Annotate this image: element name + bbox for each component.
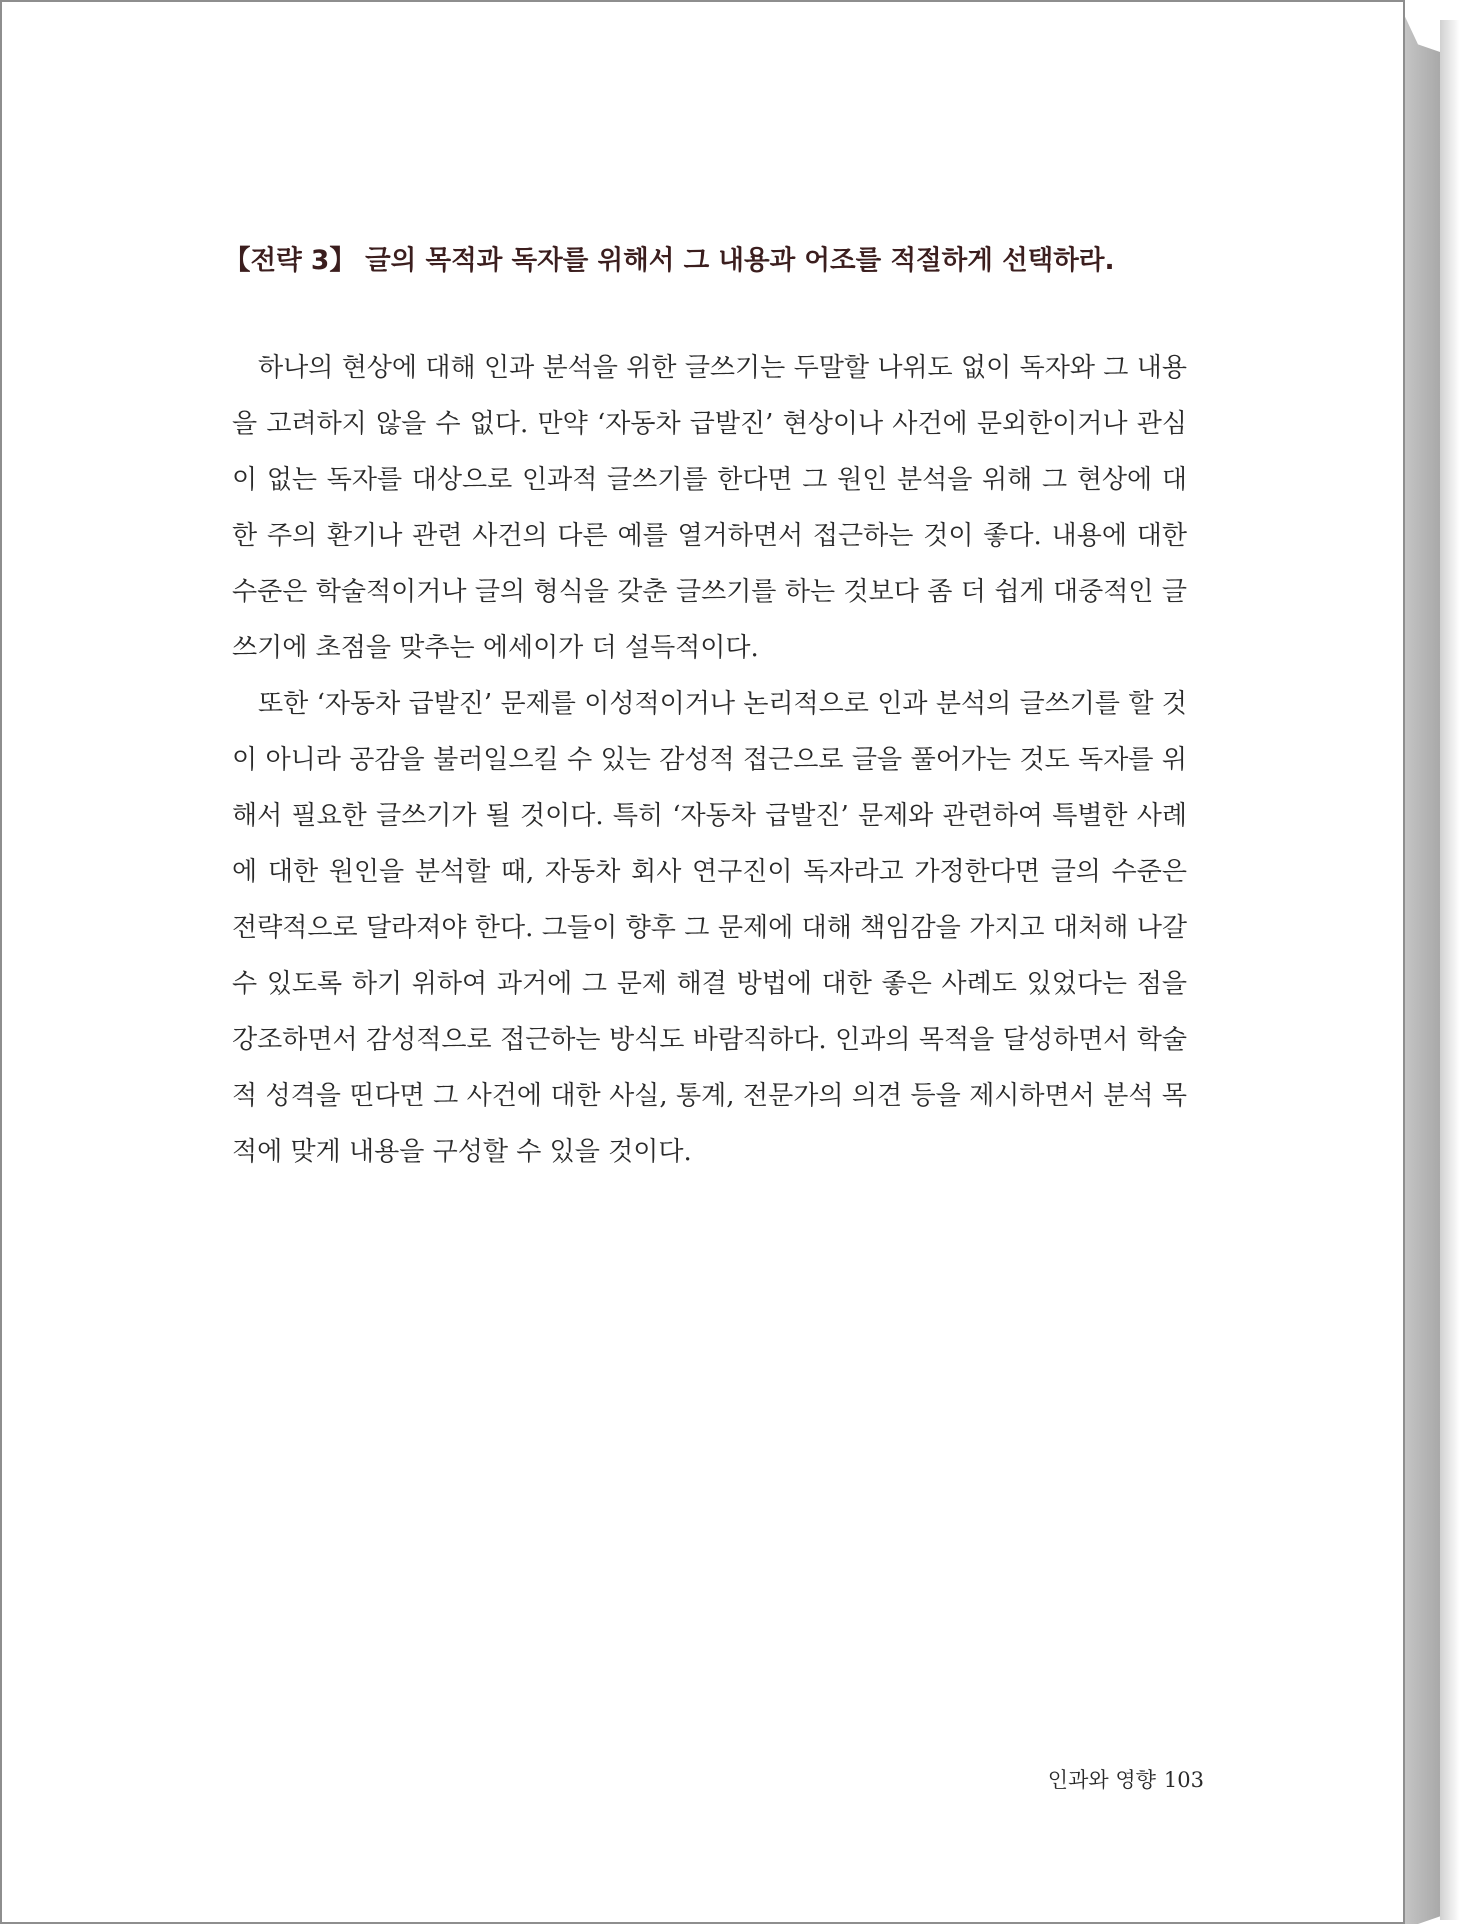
book-page-edges bbox=[1400, 6, 1440, 1924]
body-text bbox=[232, 340, 1187, 1180]
page-number: 103 bbox=[1163, 1768, 1204, 1792]
paragraph-1: 하나의 현상에 대해 인과 분석을 위한 글쓰기는 두말할 나위도 없이 독자와 그 내용을 고려하지 않을 수 없다. 만약 ‘자동차 급발진’ 현상이나 사건에 문외한이거나 관심이 없는 독자를 대상으로 인과적 글쓰기를 한다면 그 원인 분석을 위해 그 현상에 대한 주의 환기나 관련 사건의 다른 예를 열거하면서 접근하는 것이 좋다. 내용에 대한 수준은 학술적이거나 글의 형식을 갖춘 글쓰기를 하는 것보다 좀 더 쉽게 대중적인 글쓰기에 초점을 맞추는 에세이가 더 설득적이다. bbox=[232, 353, 1187, 663]
page-footer bbox=[1012, 1764, 1204, 1794]
running-title: 인과와 영향 bbox=[1047, 1768, 1156, 1792]
book-shadow bbox=[1440, 20, 1460, 1920]
paragraph-2: 또한 ‘자동차 급발진’ 문제를 이성적이거나 논리적으로 인과 분석의 글쓰기를 할 것이 아니라 공감을 불러일으킬 수 있는 감성적 접근으로 글을 풀어가는 것도 독자를 위해서 필요한 글쓰기가 될 것이다. 특히 ‘자동차 급발진’ 문제와 관련하여 특별한 사례에 대한 원인을 분석할 때, 자동차 회사 연구진이 독자라고 가정한다면 글의 수준은 전략적으로 달라져야 한다. 그들이 향후 그 문제에 대해 책임감을 가지고 대처해 나갈 수 있도록 하기 위하여 과거에 그 문제 해결 방법에 대한 좋은 사례도 있었다는 점을 강조하면서 감성적으로 접근하는 방식도 바람직하다. 인과의 목적을 달성하면서 학술적 성격을 띤다면 그 사건에 대한 사실, 통계, 전문가의 의견 등을 제시하면서 분석 목적에 맞게 내용을 구성할 수 있을 것이다. bbox=[232, 689, 1187, 1167]
strategy-heading: 【전략 3】 글의 목적과 독자를 위해서 그 내용과 어조를 적절하게 선택하라. bbox=[224, 245, 1115, 276]
